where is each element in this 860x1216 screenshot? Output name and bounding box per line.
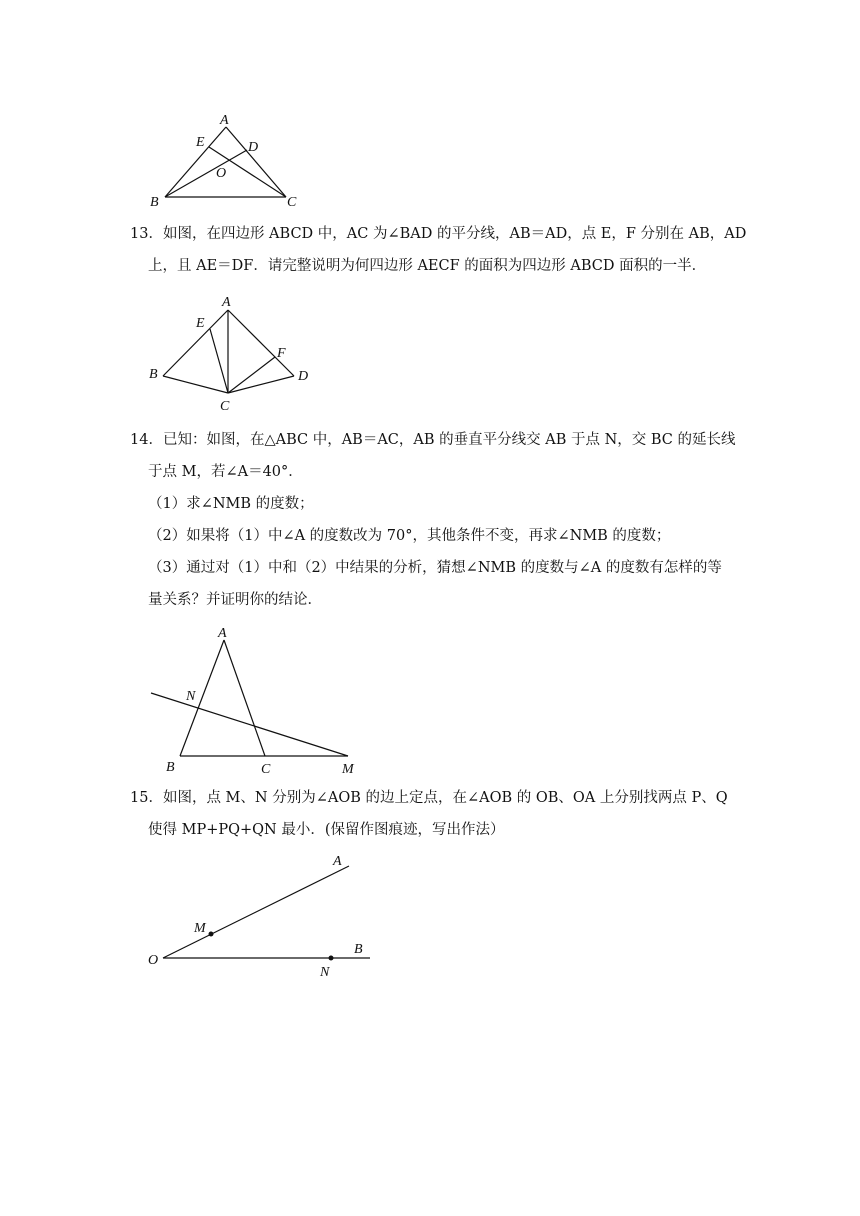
label-e: E <box>196 135 205 150</box>
ray-oa <box>163 866 349 958</box>
point-n <box>329 956 334 961</box>
question-15-line2: 使得 MP+PQ+QN 最小．(保留作图痕迹，写出作法） <box>148 822 505 838</box>
question-number: 14． <box>130 432 163 448</box>
label-b: B <box>166 760 175 775</box>
question-14-part2: （2）如果将（1）中∠A 的度数改为 70°，其他条件不变，再求∠NMB 的度数； <box>148 528 671 544</box>
label-o: O <box>216 166 227 181</box>
question-text: 如图，点 M、N 分别为∠AOB 的边上定点，在∠AOB 的 OB、OA 上分别找两点 P、Q <box>162 790 728 806</box>
label-c: C <box>261 762 271 777</box>
question-14-part3b: 量关系？并证明你的结论． <box>148 592 322 608</box>
question-text: 已知：如图，在△ABC 中，AB＝AC，AB 的垂直平分线交 AB 于点 N，交 BC 的延长线 <box>162 432 736 448</box>
question-13-line2: 上，且 AE＝DF．请完整说明为何四边形 AECF 的面积为四边形 ABCD 面积的一半． <box>148 258 707 274</box>
label-b: B <box>150 195 159 210</box>
question-text: 如图，在四边形 ABCD 中，AC 为∠BAD 的平分线，AB＝AD，点 E，F 分别在 AB，AD <box>162 226 747 242</box>
label-c: C <box>287 195 297 210</box>
label-e: E <box>196 316 205 331</box>
label-m: M <box>342 762 354 777</box>
label-n: N <box>320 965 330 980</box>
label-b: B <box>354 942 363 957</box>
label-b: B <box>149 367 158 382</box>
label-f: F <box>277 346 286 361</box>
point-m <box>209 932 214 937</box>
question-14-line2: 于点 M，若∠A＝40°． <box>148 464 303 480</box>
question-number: 13． <box>130 226 163 242</box>
label-d: D <box>248 140 259 155</box>
label-a: A <box>333 854 342 869</box>
question-number: 15． <box>130 790 163 806</box>
label-m: M <box>194 921 206 936</box>
label-a: A <box>220 113 229 128</box>
label-a: A <box>222 295 231 310</box>
label-c: C <box>220 399 230 414</box>
question-14-part3a: （3）通过对（1）中和（2）中结果的分析，猜想∠NMB 的度数与∠A 的度数有怎样的等 <box>148 560 722 576</box>
label-d: D <box>298 369 309 384</box>
label-a: A <box>218 626 227 641</box>
label-o: O <box>148 953 159 968</box>
label-n: N <box>186 689 196 704</box>
question-14-part1: （1）求∠NMB 的度数； <box>148 496 314 512</box>
